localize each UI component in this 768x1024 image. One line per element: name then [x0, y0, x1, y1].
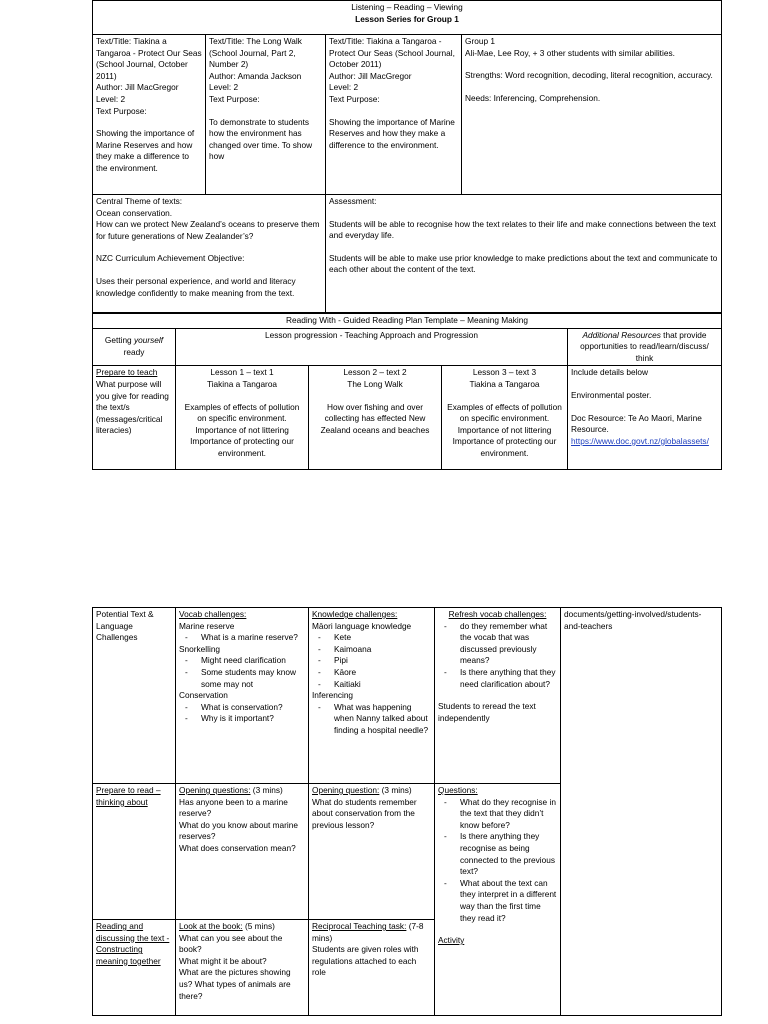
- list-item: - Kāore: [334, 667, 431, 679]
- list-item: - Might need clarification: [201, 655, 305, 667]
- text-line: How over fishing and over collecting has effected New Zealand oceans and beaches: [320, 401, 430, 435]
- text-line: [465, 59, 718, 70]
- list-item: - do they remember what the vocab that was discussed previously means?: [460, 621, 557, 667]
- text-line: To demonstrate to students how the environment has changed over time. To show how: [209, 116, 313, 162]
- text-line: [329, 242, 718, 253]
- list-item: - Some students may know some may not: [201, 667, 305, 690]
- text-lines: [96, 36, 202, 175]
- text-line: Students are given roles with regulations attached to each role: [312, 944, 419, 978]
- group-cell: [462, 35, 722, 195]
- text-lines: [445, 367, 564, 390]
- list-item: - Kaimoana: [334, 644, 431, 656]
- list-item: - Is there anything they recognise as being connected to the previous text?: [460, 831, 557, 877]
- lesson-1-cell: [176, 366, 309, 470]
- getting-text: Getting: [104, 335, 132, 346]
- questions-list: [438, 797, 557, 925]
- prepare-to-read-heading: Prepare to read – thinking about: [96, 785, 161, 807]
- text-line: Ocean conservation.: [96, 207, 173, 218]
- header-title: Listening – Reading – Viewing: [351, 2, 463, 12]
- text-line: The Long Walk: [347, 378, 403, 389]
- additional-resources-header: [568, 328, 722, 366]
- text-line: Level: 2: [329, 82, 359, 93]
- text-lines: [465, 36, 718, 104]
- table-header: [93, 1, 722, 35]
- opening-question-heading: Opening question:: [312, 785, 380, 795]
- vocab-term-notes: [179, 632, 305, 644]
- central-theme-cell: [93, 195, 326, 313]
- look-at-book-heading: Look at the book:: [179, 921, 243, 931]
- text-line: [96, 265, 322, 276]
- page-2: [92, 607, 722, 1016]
- text-line: [329, 106, 458, 117]
- text-line: Tiakina a Tangaroa: [469, 378, 540, 389]
- text-line: Group 1: [465, 36, 495, 46]
- text-line: What might it be about?: [179, 955, 267, 966]
- opening-questions-heading: Opening questions:: [179, 785, 251, 795]
- text-line: Showing the importance of Marine Reserves and how they make a difference to the environment.: [96, 128, 195, 173]
- text-line: Students will be able to make use prior knowledge to make predictions about the text and communicate to each other about the content of the text.: [329, 252, 718, 275]
- text-line: What does conservation mean?: [179, 842, 296, 853]
- text-line: What do you know about marine reserves?: [179, 819, 298, 842]
- opening-question-2-cell: [309, 784, 435, 920]
- text-line: Central Theme of texts:: [96, 196, 183, 206]
- text-2-cell: [206, 35, 326, 195]
- text-lines: [179, 933, 305, 1003]
- refresh-vocab-list: [438, 621, 557, 691]
- vocab-term: Conservation: [179, 690, 228, 701]
- text-line: Level: 2: [209, 82, 239, 93]
- link-continuation: documents/getting-involved/students-and-teachers: [564, 609, 702, 631]
- text-lines: [96, 196, 322, 299]
- refresh-vocab-heading: Refresh vocab challenges:: [448, 609, 547, 619]
- resources-cell: [568, 366, 722, 470]
- questions-cell: [435, 784, 561, 1016]
- text-line: Assessment:: [329, 196, 377, 206]
- text-lines: [571, 367, 718, 435]
- getting-ready-cell: [93, 328, 176, 366]
- text-line: Lesson 2 – text 2: [343, 367, 407, 378]
- look-at-book-cell: [176, 920, 309, 1016]
- text-line: Uses their personal experience, and world and literacy knowledge confidently to make meaning from the text.: [96, 275, 296, 298]
- text-lines: [312, 797, 431, 832]
- plan-title: Reading With - Guided Reading Plan Template – Meaning Making: [93, 314, 722, 329]
- text-line: Text Purpose:: [96, 105, 147, 116]
- text-line: Importance of protecting our environment.: [452, 436, 557, 458]
- text-lines: [445, 402, 564, 460]
- text-lines: [329, 196, 718, 276]
- list-item: - What about the text can they interpret in a different way than the first time they read it?: [460, 878, 557, 924]
- text-line: Importance of not littering: [195, 424, 289, 435]
- text-line: Text/Title: Tiakina a Tangaroa - Protect Our Seas (School Journal, October 2011): [329, 36, 455, 70]
- text-line: Examples of effects of pollution on specific environment.: [447, 401, 562, 424]
- text-line: Showing the importance of Marine Reserves and how they make a difference to the environment.: [329, 116, 455, 150]
- reciprocal-teaching-time: (7-8 mins): [312, 921, 424, 943]
- list-item: - What is a marine reserve?: [201, 632, 305, 644]
- vocab-challenges-cell: [176, 608, 309, 784]
- opening-questions-time: (3 mins): [250, 785, 283, 795]
- text-lines: [312, 402, 438, 437]
- doc-resource-link[interactable]: https://www.doc.govt.nz/globalassets/: [571, 435, 709, 446]
- text-line: Ali-Mae, Lee Roy, + 3 other students with similar abilities.: [465, 47, 675, 58]
- guided-reading-plan-table: [92, 313, 722, 470]
- text-line: [465, 82, 718, 93]
- text-line: What can you see about the book?: [179, 932, 283, 955]
- assessment-cell: [326, 195, 722, 313]
- list-item: - Kete: [334, 632, 431, 644]
- text-line: [96, 242, 322, 253]
- text-lines: [179, 367, 305, 390]
- vocab-list: [179, 621, 305, 725]
- list-item: - What do they recognise in the text that they didn’t know before?: [460, 797, 557, 832]
- list-item: - What is conservation?: [201, 702, 305, 714]
- prepare-read-cell: [93, 784, 176, 920]
- additional-resources-em: Additional Resources: [582, 329, 661, 340]
- lesson-plan-continued-table: [92, 607, 722, 1016]
- text-lines: [179, 402, 305, 460]
- list-item: - Kaitiaki: [334, 679, 431, 691]
- list-item: - What was happening when Nanny talked about finding a hospital needle?: [334, 702, 431, 737]
- inferencing-label: Inferencing: [312, 690, 354, 701]
- vocab-challenges-heading: Vocab challenges:: [179, 609, 247, 619]
- text-line: Author: Jill MacGregor: [96, 82, 179, 93]
- reciprocal-teaching-cell: [309, 920, 435, 1016]
- text-line: Text Purpose:: [209, 93, 260, 104]
- text-line: Has anyone been to a marine reserve?: [179, 796, 288, 819]
- inferencing-list: [312, 702, 431, 737]
- refresh-vocab-cell: [435, 608, 561, 784]
- prepare-to-teach-cell: [93, 366, 176, 470]
- prepare-to-teach-body: What purpose will you give for reading the text/s (messages/critical literacies): [96, 378, 169, 436]
- challenges-label: Potential Text & Language Challenges: [93, 608, 176, 784]
- text-lines: [179, 797, 305, 855]
- vocab-term: Marine reserve: [179, 620, 235, 631]
- text-1-cell: [93, 35, 206, 195]
- text-line: Students will be able to recognise how the text relates to their life and make connections between the text and everyday life.: [329, 218, 716, 241]
- vocab-term-notes: [179, 702, 305, 725]
- text-line: Strengths: Word recognition, decoding, literal recognition, accuracy.: [465, 70, 713, 81]
- text-line: Text/Title: Tiakina a Tangaroa - Protect Our Seas (School Journal, October 2011): [96, 36, 202, 81]
- text-line: Lesson 3 – text 3: [472, 367, 537, 378]
- progression-header: Lesson progression - Teaching Approach and Progression: [176, 328, 568, 366]
- questions-heading: Questions:: [438, 785, 478, 795]
- additional-resources-rest: that provide opportunities to read/learn/discuss/ think: [580, 329, 709, 363]
- text-lines: [312, 944, 431, 979]
- lesson-2-cell: [309, 366, 442, 470]
- look-at-book-time: (5 mins): [242, 921, 275, 931]
- opening-question-time: (3 mins): [379, 785, 412, 795]
- text-line: Tiakina a Tangaroa: [206, 378, 278, 389]
- reading-discussing-heading: Reading and discussing the text - Constructing meaning together: [96, 921, 170, 966]
- text-line: [571, 402, 718, 413]
- text-line: Text/Title: The Long Walk (School Journal, Part 2, Number 2): [209, 36, 302, 70]
- text-line: Lesson 1 – text 1: [210, 367, 274, 378]
- activity-heading: Activity: [438, 935, 465, 946]
- list-item: - Pipi: [334, 655, 431, 667]
- opening-questions-1-cell: [176, 784, 309, 920]
- page-1: [92, 0, 722, 470]
- reading-discussing-cell: [93, 920, 176, 1016]
- ready-text: ready: [123, 346, 145, 357]
- text-line: Importance of protecting our environment.: [190, 436, 294, 458]
- prepare-to-teach-heading: Prepare to teach: [96, 367, 158, 378]
- knowledge-challenges-heading: Knowledge challenges:: [312, 609, 398, 619]
- text-line: [96, 117, 202, 128]
- text-line: Include details below: [571, 367, 649, 378]
- resources-continued-cell: [561, 608, 722, 1016]
- text-line: [571, 379, 718, 390]
- text-line: Environmental poster.: [571, 389, 652, 400]
- text-line: Needs: Inferencing, Comprehension.: [465, 92, 601, 103]
- maori-words-list: [312, 632, 431, 690]
- text-line: Examples of effects of pollution on specific environment.: [184, 401, 300, 424]
- list-item: - Why is it important?: [201, 713, 305, 725]
- text-3-cell: [326, 35, 462, 195]
- yourself-text: yourself: [134, 335, 164, 346]
- reciprocal-teaching-heading: Reciprocal Teaching task:: [312, 921, 407, 931]
- text-lines: [312, 367, 438, 390]
- text-line: Doc Resource: Te Ao Maori, Marine Resource.: [571, 412, 702, 435]
- text-lines: [329, 36, 458, 151]
- text-line: Author: Amanda Jackson: [209, 70, 302, 81]
- text-line: Author: Jill MacGregor: [329, 70, 412, 81]
- knowledge-challenges-cell: [309, 608, 435, 784]
- text-line: What are the pictures showing us? What types of animals are there?: [179, 967, 291, 1001]
- vocab-term-notes: [179, 655, 305, 690]
- text-line: Level: 2: [96, 93, 126, 104]
- text-line: [329, 208, 718, 219]
- header-subtitle: Lesson Series for Group 1: [355, 13, 459, 24]
- text-line: How can we protect New Zealand’s oceans to preserve them for future generations of New Zealander’s?: [96, 219, 320, 241]
- text-line: NZC Curriculum Achievement Objective:: [96, 253, 245, 264]
- vocab-term: Snorkelling: [179, 643, 221, 654]
- lesson-series-table: [92, 0, 722, 313]
- list-item: - Is there anything that they need clarification about?: [460, 667, 557, 690]
- text-lines: [209, 36, 322, 163]
- text-line: Text Purpose:: [329, 93, 380, 104]
- maori-knowledge-label: Māori language knowledge: [312, 620, 412, 631]
- text-line: Importance of not littering: [457, 424, 552, 435]
- text-line: What do students remember about conservation from the previous lesson?: [312, 796, 417, 830]
- reread-text: Students to reread the text independently: [438, 701, 536, 723]
- lesson-3-cell: [442, 366, 568, 470]
- text-line: [209, 106, 322, 117]
